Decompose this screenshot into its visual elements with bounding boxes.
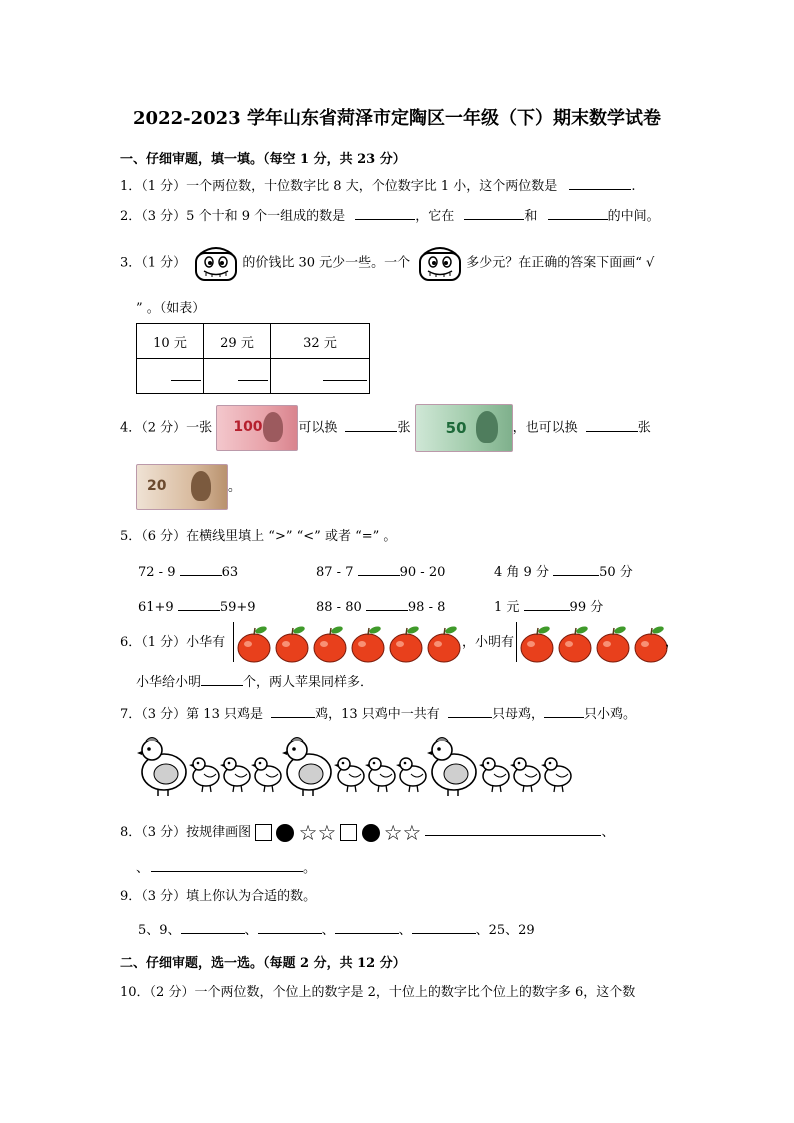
square-shape [255,824,272,841]
table-answer-cell[interactable] [137,359,204,394]
answer-blank[interactable] [201,672,243,686]
answer-blank[interactable] [586,418,638,432]
compare-item [494,597,603,617]
chick-icon [479,758,509,792]
question-4 [120,404,651,452]
question-8 [120,820,615,845]
question-2-text-b: ，它在 [415,209,455,224]
star-shape: ☆ [317,820,337,845]
price-table [136,323,370,394]
apple-group [236,624,462,664]
apple-icon [352,625,384,662]
answer-blank[interactable] [425,822,601,836]
question-8-sep: 、 [136,861,150,876]
answer-blank[interactable] [553,562,599,576]
question-2-text-c: 和 [524,209,538,224]
answer-blank[interactable] [366,597,408,611]
answer-blank[interactable] [171,367,201,381]
question-7 [120,704,636,724]
question-3-tail: ” 。（如表） [136,301,206,316]
xiaohua-apples [236,624,462,664]
question-3 [120,244,654,282]
apple-icon [635,625,667,662]
question-4-text-b: 可以换 [298,420,338,436]
banknote-value: 50 [445,419,467,437]
answer-blank[interactable] [548,206,608,220]
hen-icon [427,738,476,797]
compare-right: 59+9 [219,600,256,615]
question-8-line2 [136,858,316,878]
compare-right: 50 分 [599,565,633,580]
question-6-line2 [136,672,373,692]
apple-icon [521,625,553,662]
section-2-heading: 二、仔细审题，选一选。（每题 2 分，共 12 分） [120,956,406,971]
answer-blank[interactable] [524,597,570,611]
page-title: 2022-2023 学年山东省菏泽市定陶区一年级（下）期末数学试卷 [133,108,661,129]
star-shape: ☆ [402,820,422,845]
answer-blank[interactable] [323,367,367,381]
compare-left: 87 - 7 [316,565,354,580]
chick-icon [541,758,571,792]
backpack-icon [414,244,466,282]
chick-icon [251,758,281,792]
question-1-end: . [631,179,636,194]
question-7-text-b: 鸡，13 只鸡中一共有 [315,707,440,722]
sequence-start: 5、9、 [138,923,181,938]
question-2 [120,206,660,226]
apple-icon [238,625,270,662]
compare-item [138,562,238,582]
table-cell: 32 元 [271,324,370,359]
banknote-20-icon [136,464,228,510]
question-4-text-c: 张 [397,420,411,436]
question-6-text-e: 个，两人苹果同样多． [243,675,374,690]
question-7-text-c: 只母鸡， [491,707,544,722]
answer-blank[interactable] [464,206,524,220]
sequence-sep: 、 [398,923,412,938]
compare-right: 99 分 [569,600,604,615]
answer-blank[interactable] [544,704,584,718]
compare-right: 63 [221,565,239,580]
divider [233,622,234,662]
answer-blank[interactable] [412,920,476,934]
xiaoming-apples [519,624,671,664]
apple-icon [276,625,308,662]
banknote-value: 20 [147,478,167,494]
question-6-text-b: ，小明有 [462,635,515,650]
question-1-text: 1．（1 分）一个两位数，十位数字比 8 大，个位数字比 1 小，这个两位数是 [120,179,558,194]
filled-circle-shape [362,824,380,842]
divider [516,622,517,662]
answer-blank[interactable] [271,704,315,718]
question-4-text-d: ，也可以换 [512,420,578,436]
chick-icon [365,758,395,792]
question-1 [120,176,636,196]
compare-item [494,562,633,582]
hen-icon [282,738,331,797]
banknote-50-icon [415,404,513,452]
question-4-end: 。 [228,479,242,495]
compare-item [316,597,445,617]
sequence-sep: 、 [244,923,258,938]
table-answer-cell[interactable] [204,359,271,394]
sequence-end: 、25、29 [475,923,535,938]
question-5: 5．（6 分）在横线里填上 “>” “<” 或者 “=” 。 [120,529,397,544]
square-shape [340,824,357,841]
compare-left: 1 元 [494,600,520,615]
apple-icon [597,625,629,662]
answer-blank[interactable] [180,562,222,576]
answer-blank[interactable] [238,367,268,381]
question-3-text-b: 的价钱比 30 元少一些。一个 [242,255,411,271]
banknote-value: 100 [233,419,263,435]
question-6-text-d: 小华给小明 [136,675,202,690]
question-3-text-c: 多少元？在正确的答案下面画“ √ [466,255,655,271]
question-9-sequence [138,920,535,940]
question-10: 10．（2 分）一个两位数，个位上的数字是 2，十位上的数字比个位上的数字多 6，这个数 [120,985,636,1000]
apple-icon [390,625,422,662]
answer-blank[interactable] [355,206,415,220]
question-9: 9．（3 分）填上你认为合适的数。 [120,889,317,904]
table-answer-cell[interactable] [271,359,370,394]
question-8-end: 。 [303,861,317,876]
hen-icon [137,738,186,797]
question-4-text: 4．（2 分）一张 [120,420,213,436]
question-2-text: 2．（3 分）5 个十和 9 个一组成的数是 [120,209,346,224]
question-4-text-e: 张 [637,420,651,436]
chick-icon [396,758,426,792]
question-3-text: 3．（1 分） [120,255,187,271]
chicken-group [136,734,592,798]
apple-icon [559,625,591,662]
compare-left: 61+9 [138,600,174,615]
apple-icon [428,625,460,662]
sequence-sep: 、 [321,923,335,938]
answer-blank[interactable] [178,597,220,611]
question-6-comma: ， [665,635,679,650]
apple-group [519,624,671,664]
table-cell: 29 元 [204,324,271,359]
compare-right: 98 - 8 [407,600,446,615]
chick-icon [189,758,219,792]
backpack-icon [190,244,242,282]
compare-left: 4 角 9 分 [494,565,549,580]
section-1-heading: 一、仔细审题，填一填。（每空 1 分，共 23 分） [120,152,406,167]
question-8-sep: 、 [601,825,615,840]
chick-icon [510,758,540,792]
question-8-text: 8．（3 分）按规律画图 [120,825,252,840]
compare-left: 88 - 80 [316,600,362,615]
table-cell: 10 元 [137,324,204,359]
question-6-text: 6．（1 分）小华有 [120,635,226,650]
chick-icon [334,758,364,792]
compare-right: 90 - 20 [399,565,446,580]
answer-blank[interactable] [151,858,303,872]
answer-blank[interactable] [181,920,245,934]
question-2-text-d: 的中间。 [607,209,660,224]
answer-blank[interactable] [448,704,492,718]
filled-circle-shape [276,824,294,842]
answer-blank[interactable] [569,176,631,190]
apple-icon [314,625,346,662]
compare-item [316,562,445,582]
star-shape: ☆ [383,820,403,845]
question-7-text-d: 只小鸡。 [583,707,636,722]
answer-blank[interactable] [345,418,397,432]
chicken-sequence [136,734,592,798]
answer-blank[interactable] [258,920,322,934]
question-4-tail [136,464,241,510]
banknote-100-icon [216,405,298,451]
compare-item [138,597,256,617]
compare-left: 72 - 9 [138,565,176,580]
question-7-text: 7．（3 分）第 13 只鸡是 [120,707,263,722]
answer-blank[interactable] [358,562,400,576]
star-shape: ☆ [298,820,318,845]
chick-icon [220,758,250,792]
answer-blank[interactable] [335,920,399,934]
